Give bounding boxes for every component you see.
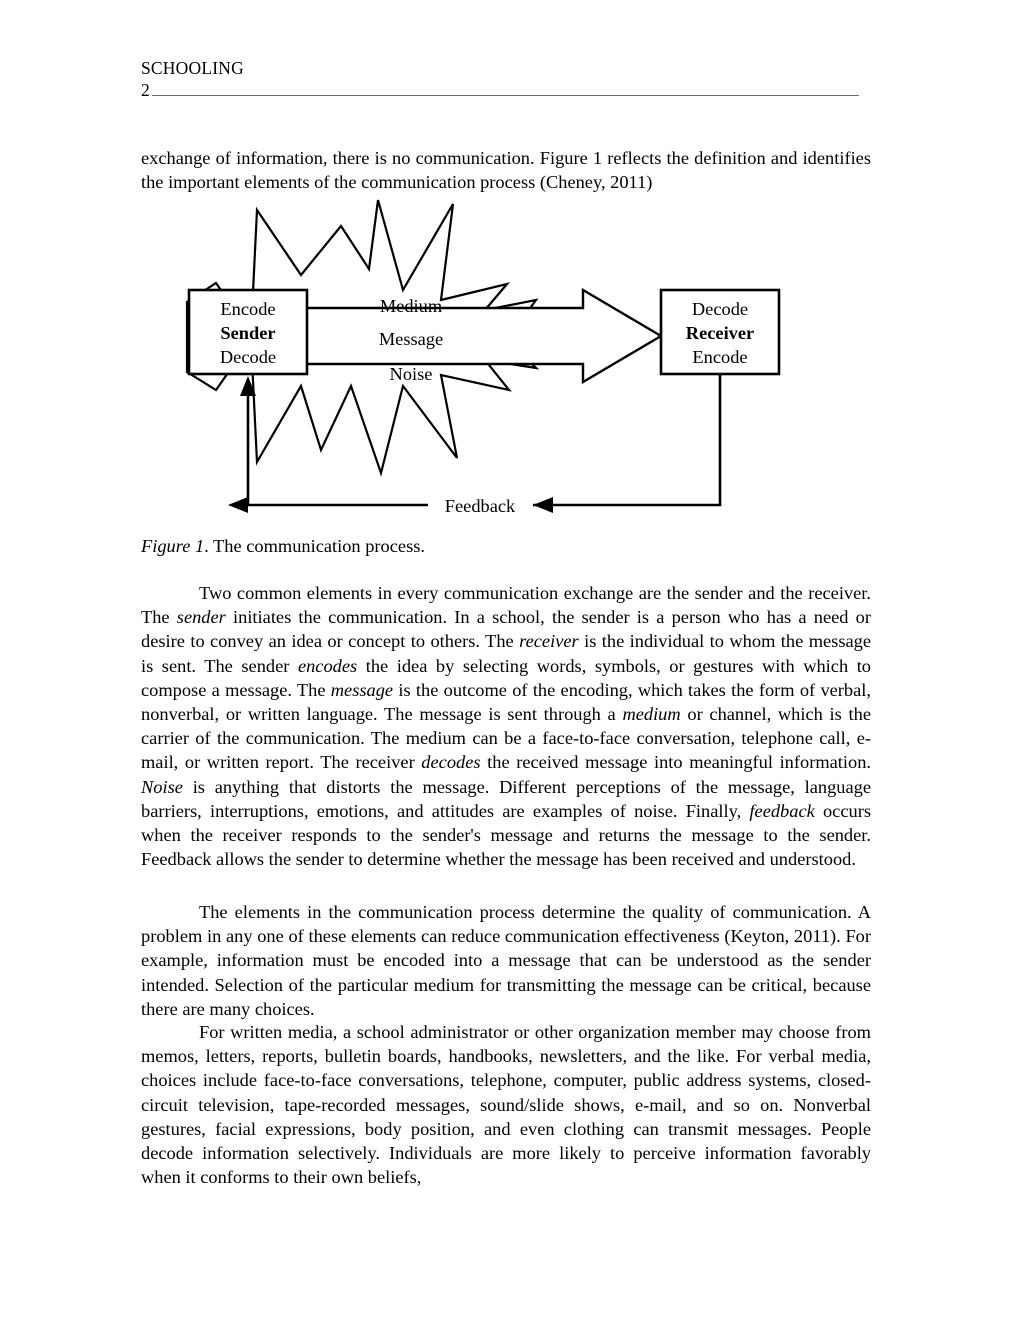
sender-box-line3: Decode <box>219 347 277 367</box>
sender-box-title: Sender <box>220 323 276 343</box>
intro-paragraph: exchange of information, there is no communication. Figure 1 reflects the definition and identifies the important elements of the communication process (Cheney, 2011) <box>141 148 871 193</box>
paragraph-text: The elements in the communication process determine the quality of communication. A problem in any one of these elements can reduce communication effectiveness (Keyton, 2011). For example, information must be encoded into a message that can be understood as the sender intended. Selection of the particular medium for transmitting the message can be critical, because there are many choices. <box>141 902 871 1019</box>
running-head <box>141 58 861 100</box>
body-paragraph-3 <box>141 1020 871 1189</box>
receiver-box-title: Receiver <box>685 323 755 343</box>
feedback-arrowhead-mid <box>533 497 553 513</box>
receiver-box-line3: Encode <box>692 347 748 367</box>
intro-paragraph-block <box>141 146 871 194</box>
medium-label: Medium <box>379 296 443 316</box>
figure-caption-text: . The communication process. <box>204 536 425 556</box>
figure-caption <box>141 534 871 558</box>
feedback-path-right <box>533 374 720 505</box>
paragraph-text: For written media, a school administrator or other organization member may choose from memos, letters, reports, bulletin boards, handbooks, newsletters, and the like. For verbal media, choices include face-to-face conversations, telephone, computer, public address systems, closed-circuit television, tape-recorded messages, sound/slide shows, e-mail, and so on. Nonverbal gestures, facial expressions, body position, and even clothing can transmit messages. People decode information selectively. Individuals are more likely to perceive information favorably when it conforms to their own beliefs, <box>141 1022 871 1188</box>
paragraph-text: Two common elements in every communication exchange are the sender and the receiver. The sender initiates the communication. In a school, the sender is a person who has a need or desire to convey an idea or concept to others. The receiver is the individual to whom the message is sent. The sender encodes the idea by selecting words, symbols, or gestures with which to compose a message. The message is the outcome of the encoding, which takes the form of verbal, nonverbal, or written language. The message is sent through a medium or channel, which is the carrier of the communication. The medium can be a face-to-face conversation, telephone call, e-mail, or written report. The receiver decodes the received message into meaningful information. Noise is anything that distorts the message. Different perceptions of the message, language barriers, interruptions, emotions, and attitudes are examples of noise. Finally, feedback occurs when the receiver responds to the sender's message and returns the message to the sender. Feedback allows the sender to determine whether the message has been received and understood. <box>141 583 872 870</box>
receiver-box-line1: Decode <box>691 299 749 319</box>
figure-caption-line <box>141 534 871 558</box>
noise-label: Noise <box>389 364 433 384</box>
message-label: Message <box>378 329 444 349</box>
body-paragraph-1 <box>141 581 871 871</box>
sender-box-line1: Encode <box>220 299 276 319</box>
figure-communication-process <box>141 190 881 520</box>
figure-caption-label: Figure 1 <box>141 536 205 556</box>
header-divider <box>152 95 859 96</box>
body-paragraph-2 <box>141 900 871 1021</box>
running-head-title: SCHOOLING <box>141 58 244 78</box>
feedback-arrowhead-left <box>228 497 248 513</box>
feedback-label: Feedback <box>444 496 516 516</box>
page-number: 2 <box>141 79 150 100</box>
